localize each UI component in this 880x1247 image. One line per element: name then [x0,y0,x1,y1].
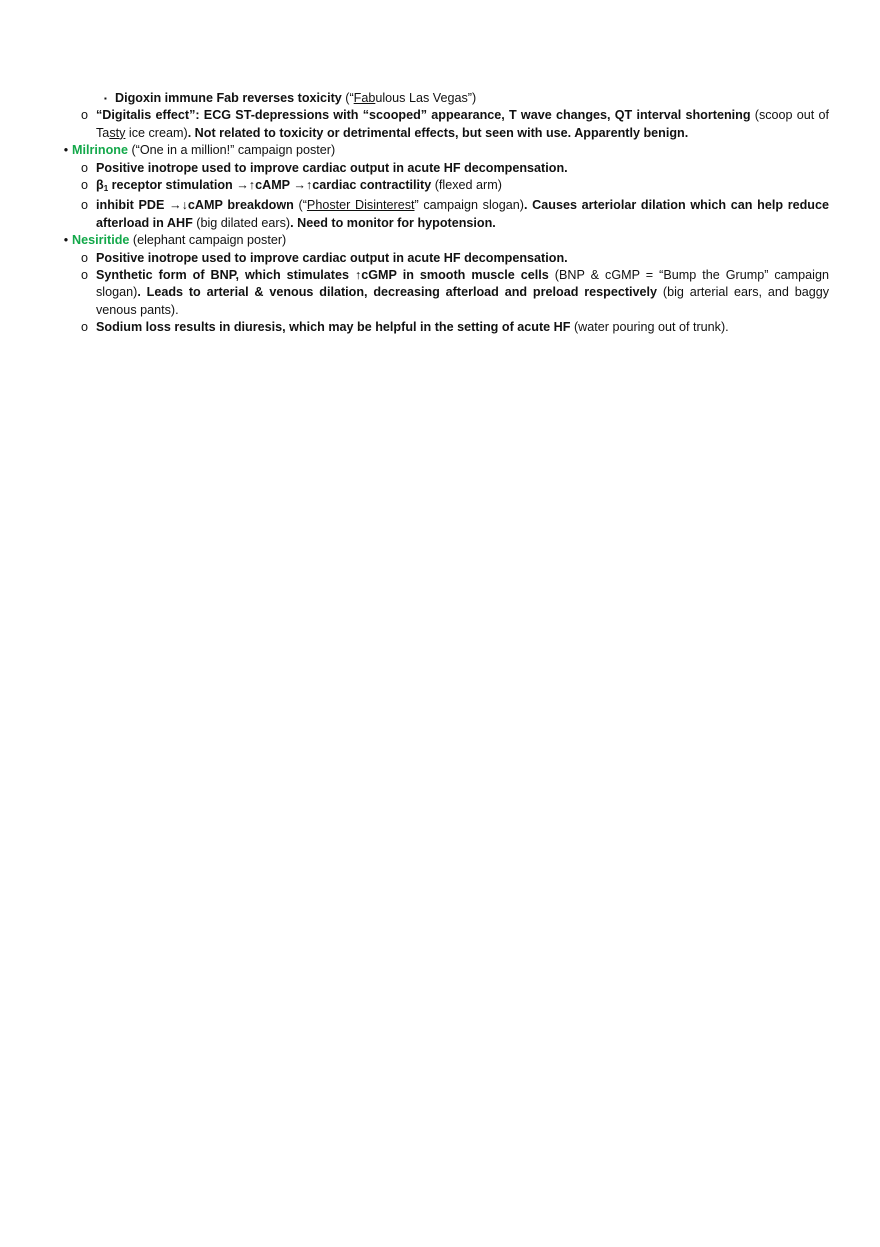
underlined-text: Phoster Disinterest [306,198,415,213]
circle-bullet-icon: o [81,198,89,213]
text: (big dilated ears) [192,215,291,230]
circle-bullet-icon: o [81,268,89,283]
subscript: 1 [103,184,109,194]
bold-text: Synthetic form of BNP, which stimulates ↑cGMP in smooth muscle cells [96,268,549,283]
text: ulous Las Vegas”) [375,91,477,105]
bold-text: “Digitalis effect”: ECG ST-depressions with “scooped” appearance, T wave changes, QT interval shortening [96,108,751,123]
underlined-text: sty [109,125,126,140]
bold-text: . Not related to toxicity or detrimental effects, but seen with use. Apparently benign. [187,125,689,140]
list-item-digoxin-fab [0,90,880,107]
list-item [0,250,880,267]
bold-text: . Need to monitor for hypotension. [290,215,496,230]
text: (BNP & cGMP = “Bump the Grump” campaign slogan) [96,268,829,300]
list-item [0,197,880,232]
list-item [0,160,880,177]
text: (big arterial ears, and baggy venous pants). [96,285,830,317]
bold-text [96,178,431,192]
bold-text: . Causes arteriolar dilation which can help reduce afterload in AHF [96,198,829,230]
drug-name-nesiritide: Nesiritide [72,233,130,248]
list-item [0,267,880,319]
text: (elephant campaign poster) [129,233,287,248]
text: (flexed arm) [431,178,502,193]
round-bullet-icon: • [63,233,69,248]
text: (“ [293,198,307,213]
document-page [0,90,880,337]
section-nesiritide [0,232,880,249]
bold-text: . Leads to arterial & venous dilation, decreasing afterload and preload respectively [137,285,658,300]
circle-bullet-icon: o [81,320,89,335]
section-milrinone [0,142,880,159]
circle-bullet-icon: o [81,108,89,123]
text: (water pouring out of trunk). [570,320,729,335]
circle-bullet-icon: o [81,178,89,193]
text: (“One in a million!” campaign poster) [127,143,336,158]
bold-text: Positive inotrope used to improve cardiac output in acute HF decompensation. [96,160,568,175]
text: (“ [341,91,354,105]
bold-text: Positive inotrope used to improve cardiac output in acute HF decompensation. [96,250,568,265]
text: ice cream) [125,125,188,140]
drug-name-milrinone: Milrinone [72,143,128,158]
circle-bullet-icon: o [81,160,89,175]
round-bullet-icon: • [63,143,69,158]
text: receptor stimulation →↑cAMP →↑cardiac contractility [108,178,432,193]
list-item [0,319,880,336]
beta-symbol: β [96,178,104,193]
text: ” campaign slogan) [414,198,524,213]
bold-text: Sodium loss results in diuresis, which may be helpful in the setting of acute HF [96,320,571,335]
list-item [0,177,880,197]
square-bullet-icon: ▪ [104,94,107,103]
list-item-digitalis-effect [0,107,880,142]
bold-text: inhibit PDE →↓cAMP breakdown [96,198,294,213]
bold-text: Digoxin immune Fab reverses toxicity [115,91,342,105]
circle-bullet-icon: o [81,250,89,265]
text: (scoop out of Ta [96,108,830,140]
underlined-text: Fab [353,91,376,105]
